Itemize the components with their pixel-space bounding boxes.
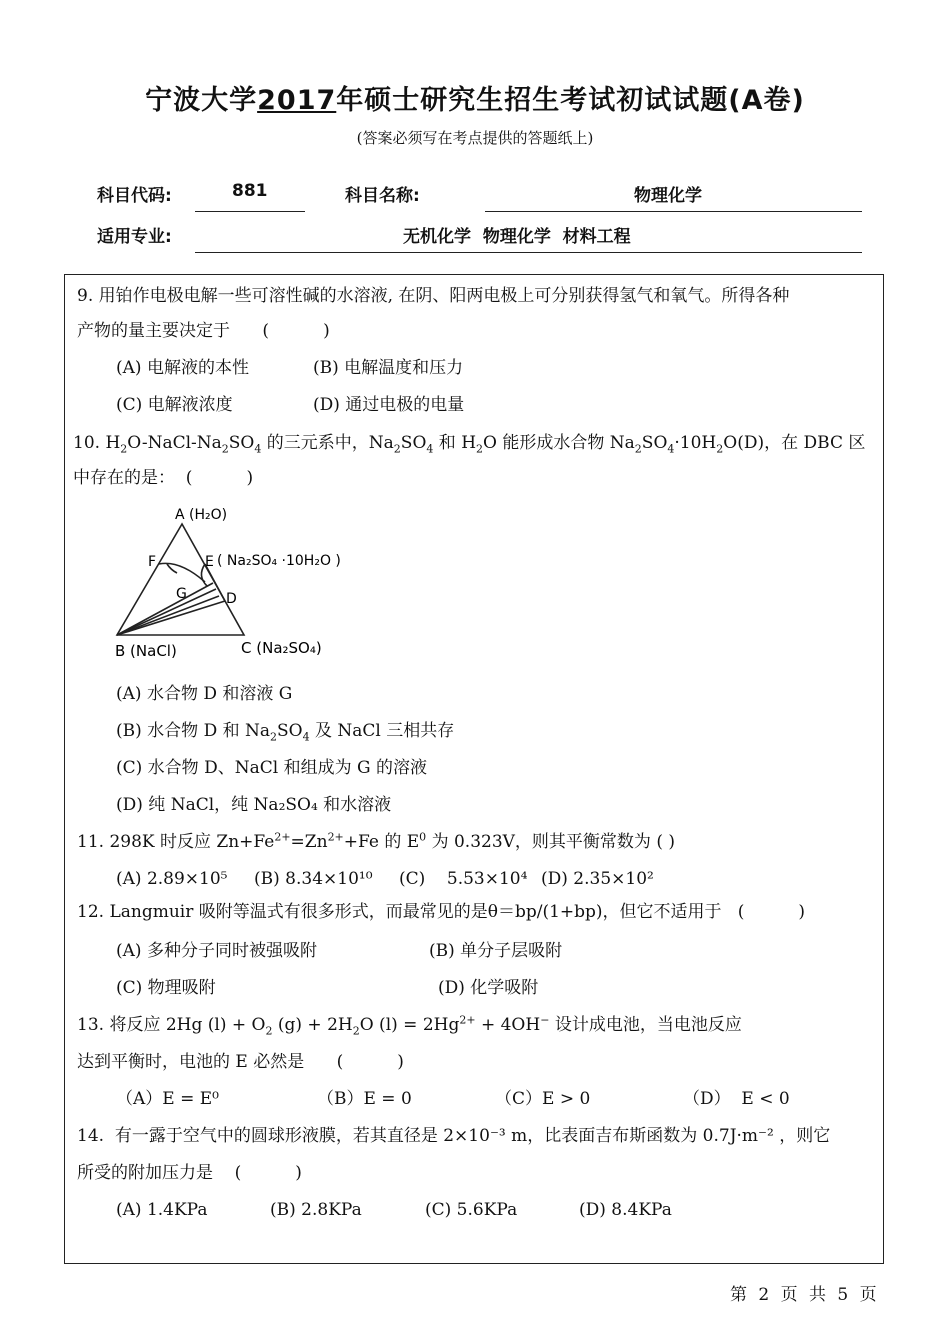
q10-line1: 10. $H_2O-NaCl-Na_2SO_4$ 的三元系中，$Na_2SO_4$ 和 $H_2O$ 能形成水合物 $Na_2SO_4\cdot 10H_2O(D)$，在 DBC 区 (73, 433, 866, 456)
q10-option-a: (A) 水合物 D 和溶液 G (116, 684, 293, 704)
q11-option-a: (A) 2.89×10⁵ (116, 869, 228, 889)
line-b-g2 (117, 589, 216, 635)
q10-option-d: (D) 纯 NaCl，纯 Na₂SO₄ 和水溶液 (116, 795, 392, 815)
label-b: B (NaCl) (115, 642, 177, 660)
subject-name-value: 物理化学 (634, 186, 702, 206)
label-d: D (226, 591, 237, 607)
title-prefix: 宁波大学 (145, 85, 258, 116)
major-value: 无机化学 物理化学 材料工程 (403, 227, 631, 247)
line-b-g1 (117, 596, 219, 635)
q11-option-c: (C) 5.53×10⁴ (399, 869, 528, 889)
q12-option-a: (A) 多种分子同时被强吸附 (116, 941, 317, 961)
q10-line2: 中存在的是： ( ) (73, 468, 254, 488)
triangle-outline (117, 524, 244, 635)
q12-option-d: (D) 化学吸附 (438, 978, 539, 998)
q13-line1: 13. 将反应 2Hg $(l) + O_2$ $(g) + 2H_2O$ $(l) = 2Hg^{2+} + 4OH^-$ 设计成电池，当电池反应 (77, 1013, 742, 1038)
exam-title (0, 78, 950, 117)
label-e-note: ( Na₂SO₄ ·10H₂O ) (217, 553, 341, 569)
q14-line1: 14. 有一露于空气中的圆球形液膜，若其直径是 2×10⁻³ m，比表面吉布斯函数为 0.7J·m⁻² ，则它 (77, 1126, 831, 1146)
q11-option-b: (B) 8.34×10¹⁰ (254, 869, 373, 889)
label-e: E (205, 554, 214, 570)
q12-option-b: (B) 单分子层吸附 (429, 941, 563, 961)
subject-code-value: 881 (232, 181, 268, 201)
q13-line2: 达到平衡时，电池的 E 必然是 ( ) (77, 1052, 404, 1072)
answer-note: (答案必须写在考点提供的答题纸上) (356, 129, 594, 147)
q10-option-c: (C) 水合物 D、NaCl 和组成为 G 的溶液 (116, 758, 427, 778)
major-label: 适用专业: (97, 227, 172, 247)
label-g: G (176, 586, 187, 602)
label-c: C (Na₂SO₄) (241, 639, 322, 657)
q10-option-b: (B) 水合物 D 和 $Na_2SO_4$ 及 NaCl 三相共存 (116, 721, 455, 744)
q12-option-c: (C) 物理吸附 (116, 978, 216, 998)
title-year: 2017 (257, 85, 337, 116)
q9-option-b: (B) 电解温度和压力 (313, 358, 464, 378)
q11-option-d: (D) 2.35×10² (541, 869, 654, 889)
title-suffix: 年硕士研究生招生考试初试试题(A卷) (336, 85, 805, 116)
q13-option-b: （B）E = 0 (317, 1089, 412, 1109)
name-underline (485, 211, 862, 212)
subject-code-label: 科目代码: (97, 186, 172, 206)
q14-option-a: (A) 1.4KPa (116, 1200, 208, 1220)
major-underline (195, 252, 862, 253)
q13-option-a: （A）E = E⁰ (116, 1089, 219, 1109)
q14-option-b: (B) 2.8KPa (270, 1200, 362, 1220)
q9-option-c: (C) 电解液浓度 (116, 395, 233, 415)
page-number: 第 2 页 共 5 页 (730, 1285, 880, 1305)
q14-option-d: (D) 8.4KPa (579, 1200, 672, 1220)
q13-option-d: （D） E < 0 (683, 1089, 790, 1109)
q12-line1: 12. Langmuir 吸附等温式有很多形式，而最常见的是θ＝bp/(1+bp)，但它不适用于 ( ) (77, 902, 806, 922)
q13-option-c: （C）E > 0 (495, 1089, 591, 1109)
label-f: F (148, 554, 157, 570)
q11-line1: 11. 298K 时反应 $Zn+Fe^{2+}=Zn^{2+}+Fe$ 的 $E^0$ 为 0.323V，则其平衡常数为 ( ) (77, 830, 675, 852)
q9-line1: 9. 用铂作电极电解一些可溶性碱的水溶液, 在阴、阳两电极上可分别获得氢气和氧气。所得各种 (77, 286, 790, 306)
q9-option-d: (D) 通过电极的电量 (313, 395, 465, 415)
label-a: A (H₂O) (175, 507, 228, 523)
code-underline (195, 211, 305, 212)
q14-line2: 所受的附加压力是 ( ) (77, 1163, 302, 1183)
q14-option-c: (C) 5.6KPa (425, 1200, 518, 1220)
q9-line2: 产物的量主要决定于 ( ) (77, 321, 330, 341)
curve-f-g (159, 563, 205, 582)
subject-name-label: 科目名称: (345, 186, 420, 206)
ternary-phase-diagram (105, 498, 345, 668)
q9-option-a: (A) 电解液的本性 (116, 358, 249, 378)
